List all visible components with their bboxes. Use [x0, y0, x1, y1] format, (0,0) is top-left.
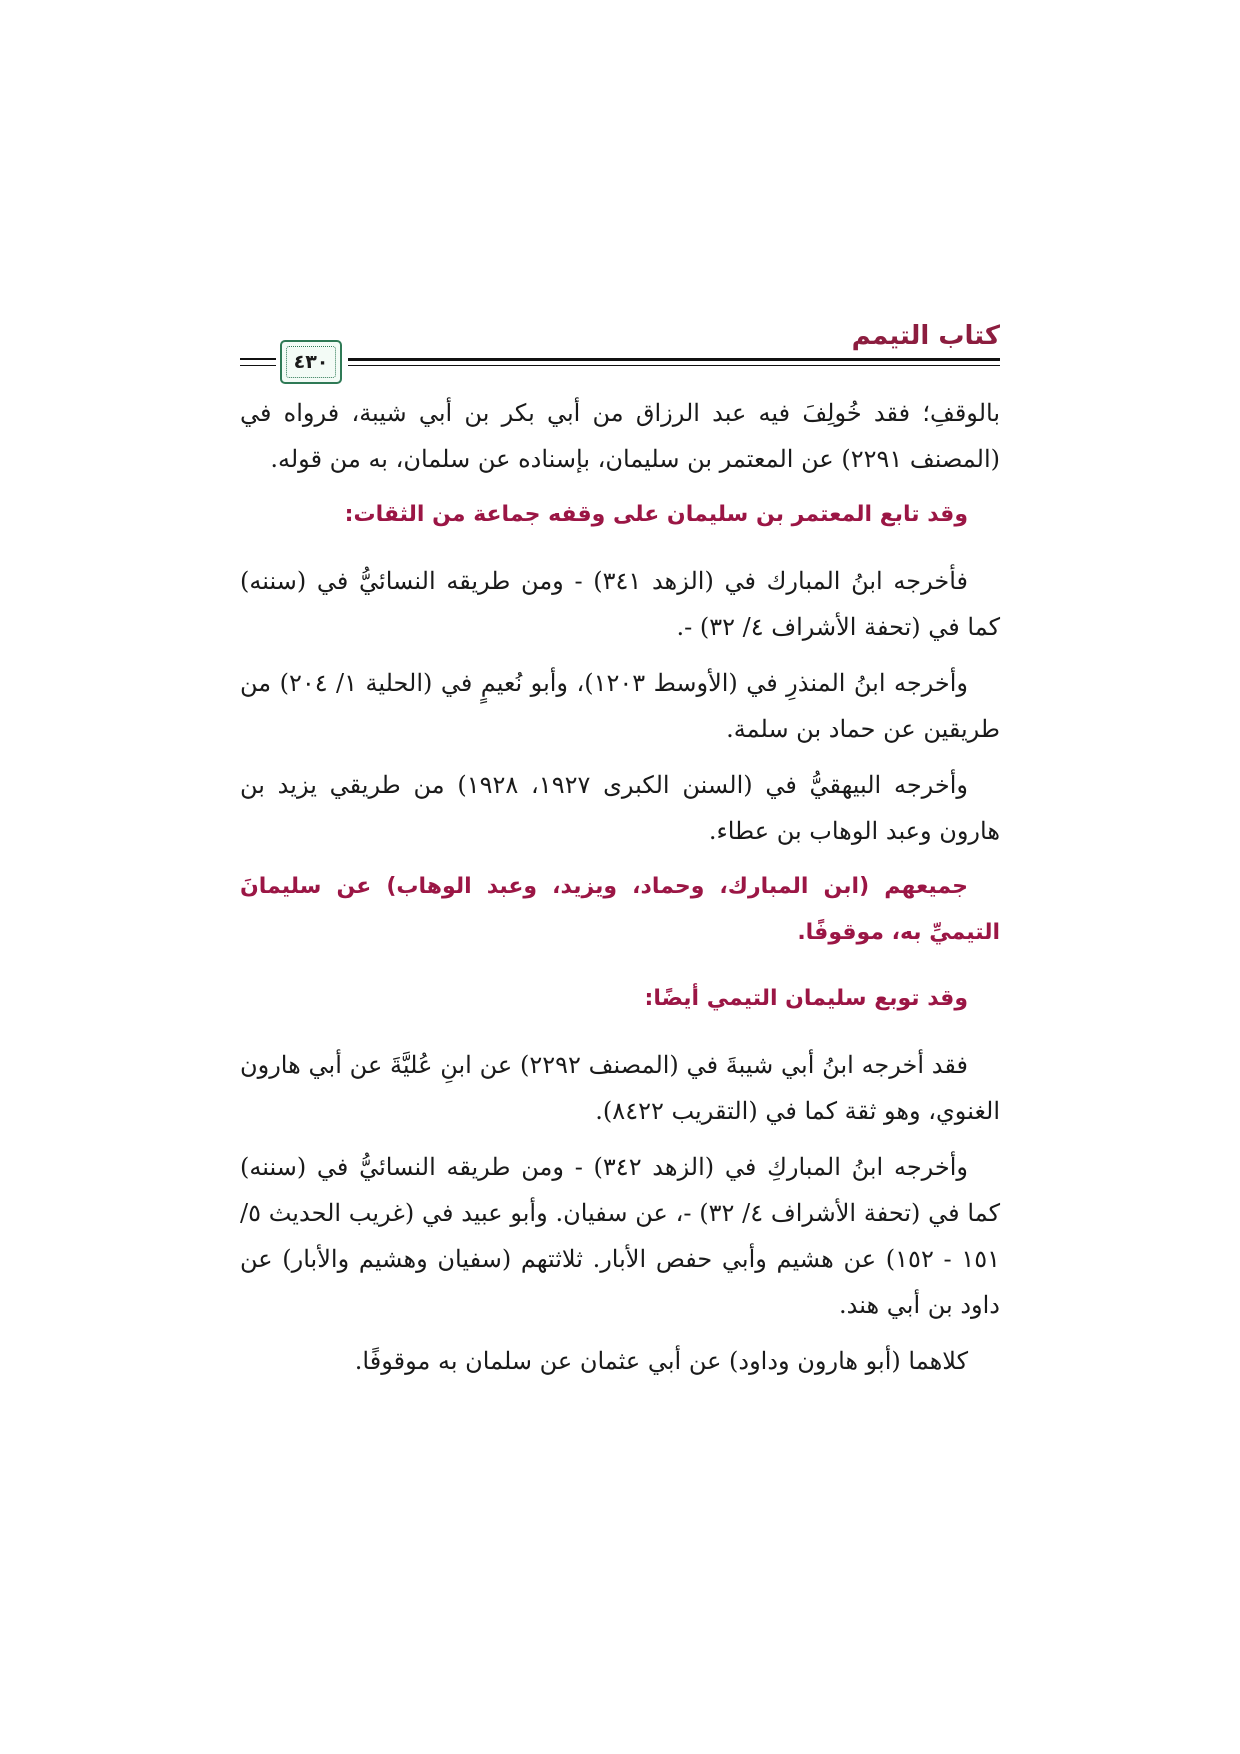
paragraph-ibn-mundhir: وأخرجه ابنُ المنذرِ في (الأوسط ١٢٠٣)، وأبو نُعيمٍ في (الحلية ١/ ٢٠٤) من طريقين عن حماد بن سلمة. — [240, 669, 1000, 743]
heading-mutabaat-mutamir: وقد تابع المعتمر بن سليمان على وقفه جماعة من الثقات: — [344, 502, 968, 527]
page-header — [240, 318, 1000, 388]
header-rule-short-thin — [240, 365, 276, 366]
paragraph-bayhaqi: وأخرجه البيهقيُّ في (السنن الكبرى ١٩٢٧، ١٩٢٨) من طريقي يزيد بن هارون وعبد الوهاب بن عطاء. — [240, 771, 1000, 845]
paragraph-ibn-mubarak-2: وأخرجه ابنُ المباركِ في (الزهد ٣٤٢) - ومن طريقه النسائيُّ في (سننه) كما في (تحفة الأشراف ٤/ ٣٢) -، عن سفيان. وأبو عبيد في (غريب الحديث ٥/ ١٥١ - ١٥٢) عن هشيم وأبي حفص الأبار. ثلاثتهم (سفيان وهشيم والأبار) عن داود بن أبي هند. — [240, 1153, 1000, 1319]
header-rule-short-thick — [240, 358, 276, 360]
heading-summary-mawquf: جميعهم (ابن المبارك، وحماد، ويزيد، وعبد الوهاب) عن سليمانَ التيميِّ به، موقوفًا. — [240, 874, 1000, 945]
paragraph-conclusion: كلاهما (أبو هارون وداود) عن أبي عثمان عن سلمان به موقوفًا. — [354, 1347, 968, 1375]
page-number: ٤٣٠ — [293, 351, 329, 373]
book-title: كتاب التيمم — [851, 321, 1000, 351]
paragraph-ibn-abi-shayba: فقد أخرجه ابنُ أبي شيبةَ في (المصنف ٢٢٩٢) عن ابنِ عُليَّةَ عن أبي هارون الغنوي، وهو ثقة كما في (التقريب ٨٤٢٢). — [240, 1051, 1000, 1125]
page-number-ornament-frame — [280, 340, 342, 384]
header-rule-thin — [348, 365, 1000, 366]
page-body — [240, 390, 1000, 1402]
paragraph-waqf-intro: بالوقفِ؛ فقد خُولِفَ فيه عبد الرزاق من أبي بكر بن أبي شيبة، فرواه في (المصنف ٢٢٩١) عن المعتمر بن سليمان، بإسناده عن سلمان، به من قوله. — [240, 399, 1000, 473]
header-rule-thick — [348, 358, 1000, 361]
heading-tubi-sulayman: وقد توبع سليمان التيمي أيضًا: — [644, 986, 968, 1011]
paragraph-ibn-mubarak: فأخرجه ابنُ المبارك في (الزهد ٣٤١) - ومن طريقه النسائيُّ في (سننه) كما في (تحفة الأشراف ٤/ ٣٢) -. — [240, 567, 1000, 641]
